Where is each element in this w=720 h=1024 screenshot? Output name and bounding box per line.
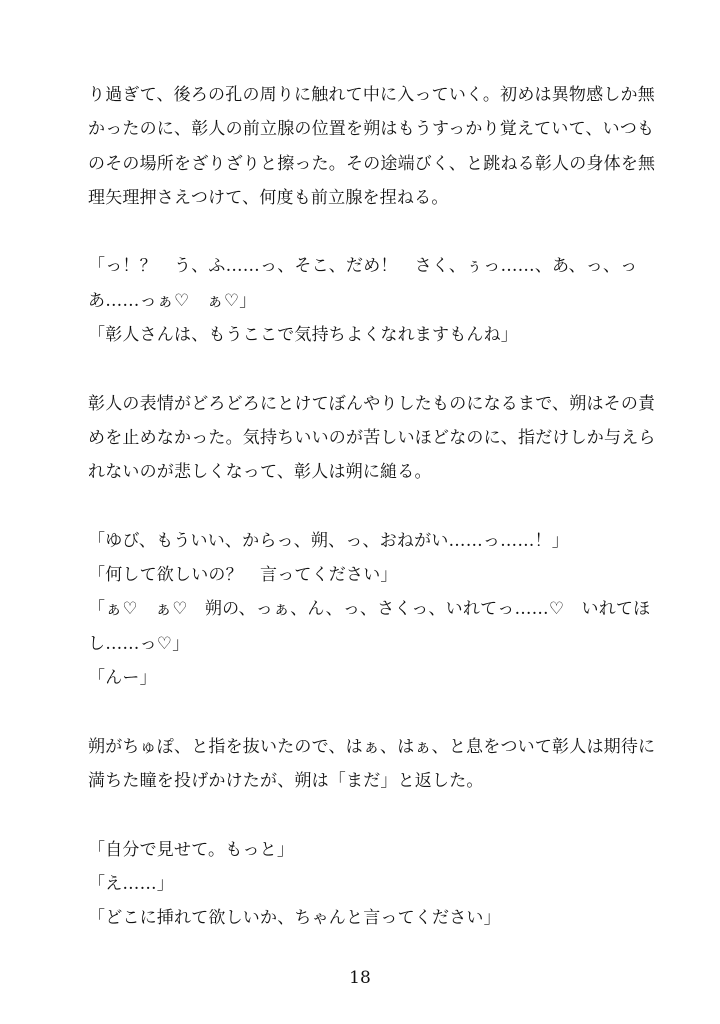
- dialogue-line: し……っ♡」: [88, 633, 190, 654]
- dialogue-line: 「何して欲しいの？ 言ってください」: [88, 565, 398, 586]
- dialogue-line: あ……っぁ♡ ぁ♡」: [88, 290, 257, 311]
- paragraph-dialogue: [88, 833, 648, 936]
- paragraph-spacer: [88, 695, 648, 729]
- text-line: めを止めなかった。気持ちいいのが苦しいほどなのに、指だけしか与えら: [88, 427, 656, 448]
- paragraph-spacer: [88, 798, 648, 832]
- paragraph-spacer: [88, 215, 648, 249]
- paragraph-spacer: [88, 352, 648, 386]
- dialogue-line: 「どこに挿れて欲しいか、ちゃんと言ってください」: [88, 908, 501, 929]
- dialogue-line: 「ぁ♡ ぁ♡ 朔の、っぁ、ん、っ、さくっ、いれてっ……♡ いれてほ: [88, 599, 651, 620]
- dialogue-line: 「彰人さんは、もうここで気持ちよくなれますもんね」: [88, 325, 518, 346]
- text-line: り過ぎて、後ろの孔の周りに触れて中に入っていく。初めは異物感しか無: [88, 85, 655, 105]
- text-line: れないのが悲しくなって、彰人は朔に縋る。: [88, 462, 432, 483]
- dialogue-line: 「んー」: [88, 668, 157, 689]
- dialogue-line: 「え……」: [88, 873, 174, 894]
- text-line: のその場所をざりざりと擦った。その途端びく、と跳ねる彰人の身体を無: [88, 153, 656, 174]
- body-text: [88, 78, 656, 935]
- paragraph-dialogue: [88, 249, 648, 352]
- dialogue-line: 「自分で見せて。もっと」: [88, 839, 295, 860]
- paragraph-narration: [88, 78, 656, 215]
- text-line: 理矢理押さえつけて、何度も前立腺を捏ねる。: [88, 187, 449, 208]
- page-number: 18: [349, 968, 371, 988]
- text-line: 彰人の表情がどろどろにとけてぼんやりしたものになるまで、朔はその責: [88, 393, 656, 414]
- paragraph-narration: [88, 730, 656, 799]
- text-line: 朔がちゅぽ、と指を抜いたので、はぁ、はぁ、と息をついて彰人は期待に: [88, 736, 656, 757]
- paragraph-narration: [88, 387, 656, 490]
- dialogue-line: 「っ！？ う、ふ……っ、そこ、だめ！ さく、ぅっ……、あ、っ、っ: [88, 256, 638, 277]
- paragraph-spacer: [88, 490, 648, 524]
- paragraph-dialogue: [88, 524, 651, 695]
- text-line: かったのに、彰人の前立腺の位置を朔はもうすっかり覚えていて、いつも: [88, 119, 655, 140]
- dialogue-line: 「ゆび、もういい、からっ、朔、っ、おねがい……っ……！」: [88, 530, 569, 551]
- text-line: 満ちた瞳を投げかけたが、朔は「まだ」と返した。: [88, 770, 484, 791]
